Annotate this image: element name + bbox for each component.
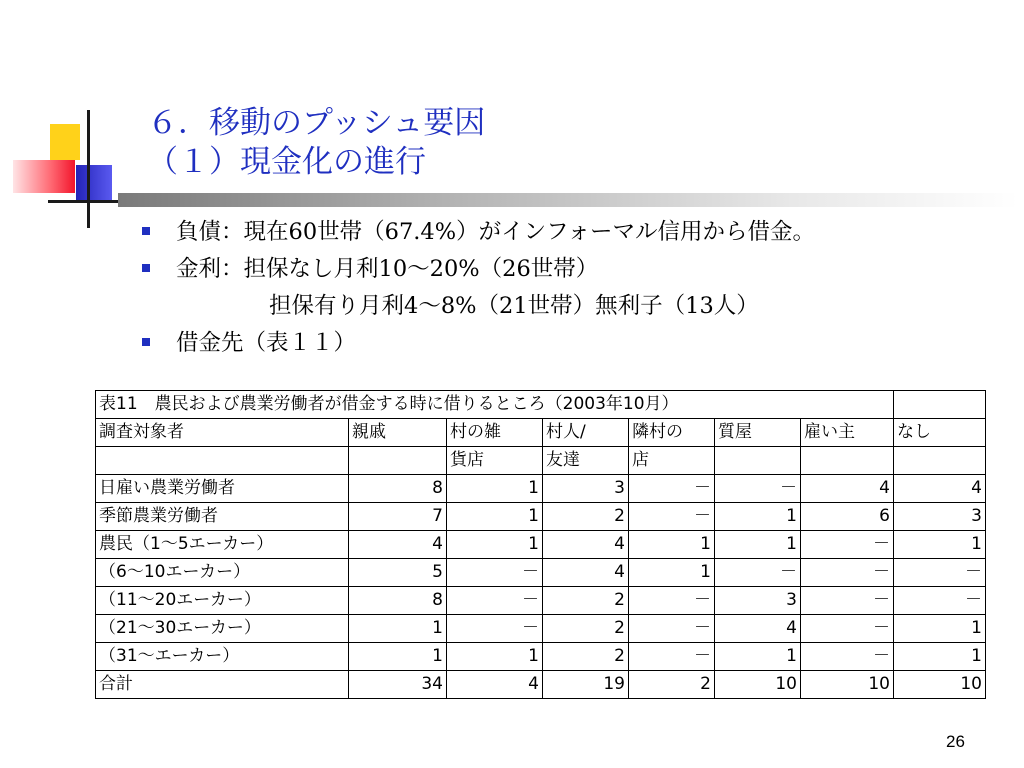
blue-square-decoration (76, 165, 112, 203)
table-cell: 1 (894, 531, 986, 559)
table-cell: － (894, 559, 986, 587)
square-bullet-icon (142, 264, 150, 272)
column-header: 貨店 (447, 447, 543, 475)
table-cell: 1 (629, 531, 715, 559)
table-cell: 4 (715, 615, 801, 643)
table-cell: － (801, 559, 894, 587)
square-bullet-icon (142, 338, 150, 346)
table-cell: 8 (349, 587, 447, 615)
column-header (894, 447, 986, 475)
table-row (96, 559, 986, 587)
table-cell: 19 (543, 671, 629, 699)
table-cell: 10 (715, 671, 801, 699)
horizontal-line-decoration (48, 200, 118, 203)
table-row (96, 531, 986, 559)
row-label: 合計 (96, 671, 349, 699)
table-cell: － (801, 643, 894, 671)
table-cell: － (629, 615, 715, 643)
table-cell: 1 (447, 475, 543, 503)
slide-title (147, 104, 485, 182)
bullet-list (138, 214, 815, 362)
row-label: （6～10エーカー） (96, 559, 349, 587)
row-label: 日雇い農業労働者 (96, 475, 349, 503)
table-cell: － (801, 615, 894, 643)
table-cell: 34 (349, 671, 447, 699)
table-total-row (96, 671, 986, 699)
debt-source-table (95, 390, 986, 699)
table-header-row (96, 447, 986, 475)
table-cell: 8 (349, 475, 447, 503)
row-label: （11～20エーカー） (96, 587, 349, 615)
table-cell: 6 (801, 503, 894, 531)
table-cell: 1 (715, 643, 801, 671)
table-cell: － (894, 587, 986, 615)
slide-title-line-2: （１）現金化の進行 (147, 144, 426, 180)
table-cell: 1 (447, 503, 543, 531)
column-header: 親戚 (349, 419, 447, 447)
table-cell: 2 (543, 503, 629, 531)
table-cell: 1 (894, 643, 986, 671)
yellow-square-decoration (50, 124, 80, 160)
table-cell: － (629, 503, 715, 531)
column-header (349, 447, 447, 475)
table-cell: 3 (543, 475, 629, 503)
row-label: （31～エーカー） (96, 643, 349, 671)
bullet-continuation (138, 288, 815, 325)
table-cell: 3 (715, 587, 801, 615)
table-caption-row (96, 391, 986, 419)
column-header (96, 447, 349, 475)
bullet-text: 借金先（表１１） (176, 330, 357, 356)
table-cell: 1 (349, 615, 447, 643)
table-cell (894, 391, 986, 419)
row-label: 農民（1～5エーカー） (96, 531, 349, 559)
table-cell: 4 (349, 531, 447, 559)
table-cell: 7 (349, 503, 447, 531)
table-cell: － (447, 615, 543, 643)
table-cell: － (629, 587, 715, 615)
table-cell: 1 (447, 531, 543, 559)
table-cell: 1 (715, 531, 801, 559)
bullet-item (138, 214, 815, 251)
table-row (96, 587, 986, 615)
column-header: 質屋 (715, 419, 801, 447)
table-cell: 10 (801, 671, 894, 699)
table-cell: － (447, 559, 543, 587)
table-cell: 5 (349, 559, 447, 587)
row-label: 季節農業労働者 (96, 503, 349, 531)
table-cell: 2 (543, 587, 629, 615)
table-cell: 1 (447, 643, 543, 671)
column-header: 調査対象者 (96, 419, 349, 447)
square-bullet-icon (142, 227, 150, 235)
table-cell: 2 (543, 615, 629, 643)
table-cell: 4 (801, 475, 894, 503)
bullet-text: 負債：現在60世帯（67.4%）がインフォーマル信用から借金。 (176, 219, 815, 245)
slide-title-line-1: ６．移動のプッシュ要因 (147, 105, 486, 141)
row-label: （21～30エーカー） (96, 615, 349, 643)
column-header: 隣村の (629, 419, 715, 447)
table-cell: 3 (894, 503, 986, 531)
table-row (96, 615, 986, 643)
column-header: 村人/ (543, 419, 629, 447)
title-underline-rule (118, 193, 1018, 207)
table-cell: 1 (715, 503, 801, 531)
column-header: 雇い主 (801, 419, 894, 447)
table-cell: 1 (349, 643, 447, 671)
page-number: 26 (946, 732, 965, 751)
column-header: 店 (629, 447, 715, 475)
table-caption: 表11 農民および農業労働者が借金する時に借りるところ（2003年10月） (96, 391, 894, 419)
table-cell: 10 (894, 671, 986, 699)
table-header-row (96, 419, 986, 447)
table-cell: － (715, 475, 801, 503)
bullet-item (138, 325, 815, 362)
column-header (801, 447, 894, 475)
column-header: 友達 (543, 447, 629, 475)
column-header: 村の雑 (447, 419, 543, 447)
table-row (96, 475, 986, 503)
table-cell: 4 (543, 531, 629, 559)
table-cell: － (801, 531, 894, 559)
table-cell: 1 (629, 559, 715, 587)
vertical-line-decoration (87, 110, 90, 228)
table-row (96, 503, 986, 531)
table-cell: － (801, 587, 894, 615)
table-row (96, 643, 986, 671)
table-cell: 4 (447, 671, 543, 699)
table-cell: － (715, 559, 801, 587)
column-header: なし (894, 419, 986, 447)
table-cell: 4 (543, 559, 629, 587)
bullet-text: 金利：担保なし月利10～20%（26世帯） (176, 256, 599, 282)
table-cell: 2 (543, 643, 629, 671)
bullet-item (138, 251, 815, 288)
table-cell: 2 (629, 671, 715, 699)
table-cell: 1 (894, 615, 986, 643)
table-cell: － (629, 643, 715, 671)
column-header (715, 447, 801, 475)
bullet-text: 担保有り月利4～8%（21世帯）無利子（13人） (269, 293, 759, 319)
red-gradient-decoration (13, 160, 75, 193)
table-cell: － (629, 475, 715, 503)
table-cell: 4 (894, 475, 986, 503)
table-cell: － (447, 587, 543, 615)
